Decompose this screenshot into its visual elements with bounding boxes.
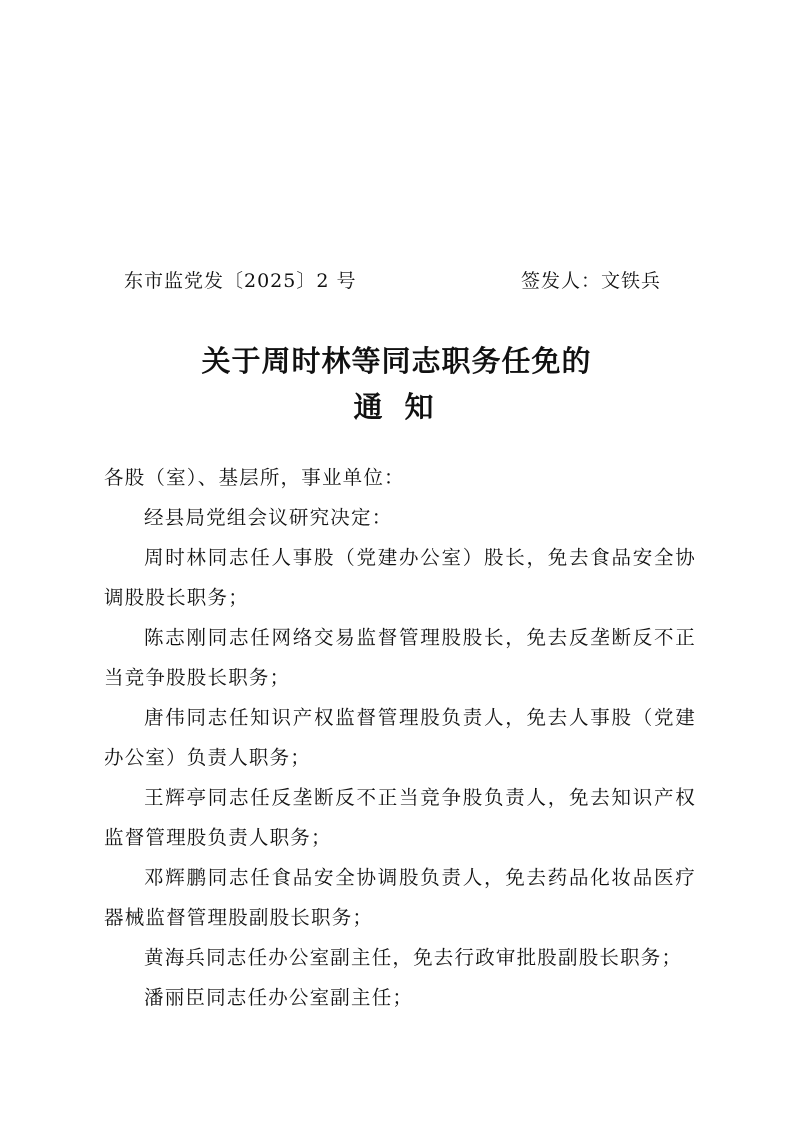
body-paragraph: 周时林同志任人事股（党建办公室）股长，免去食品安全协调股股长职务； bbox=[104, 546, 696, 609]
body-paragraph: 邓辉鹏同志任食品安全协调股负责人，免去药品化妆品医疗器械监督管理股副股长职务； bbox=[104, 866, 696, 929]
body-paragraph: 唐伟同志任知识产权监督管理股负责人，免去人事股（党建办公室）负责人职务； bbox=[104, 706, 696, 769]
document-title-line-2: 通知 bbox=[353, 390, 456, 424]
body-paragraph: 潘丽臣同志任办公室副主任； bbox=[144, 986, 414, 1009]
document-header bbox=[0, 266, 793, 298]
document-title-line-1: 关于周时林等同志职务任免的 bbox=[201, 344, 592, 378]
salutation: 各股（室）、基层所，事业单位： bbox=[104, 466, 405, 489]
body-paragraph: 经县局党组会议研究决定： bbox=[144, 506, 393, 529]
body-paragraph: 陈志刚同志任网络交易监督管理股股长，免去反垄断反不正当竞争股股长职务； bbox=[104, 626, 696, 689]
document-number: 东市监党发〔2025〕2 号 bbox=[124, 270, 357, 292]
body-paragraph: 黄海兵同志任办公室副主任，免去行政审批股副股长职务； bbox=[144, 946, 683, 969]
signer: 签发人：文铁兵 bbox=[521, 270, 662, 292]
body-paragraph: 王辉亭同志任反垄断反不正当竞争股负责人，免去知识产权监督管理股负责人职务； bbox=[104, 786, 696, 849]
document-body bbox=[104, 458, 696, 1018]
